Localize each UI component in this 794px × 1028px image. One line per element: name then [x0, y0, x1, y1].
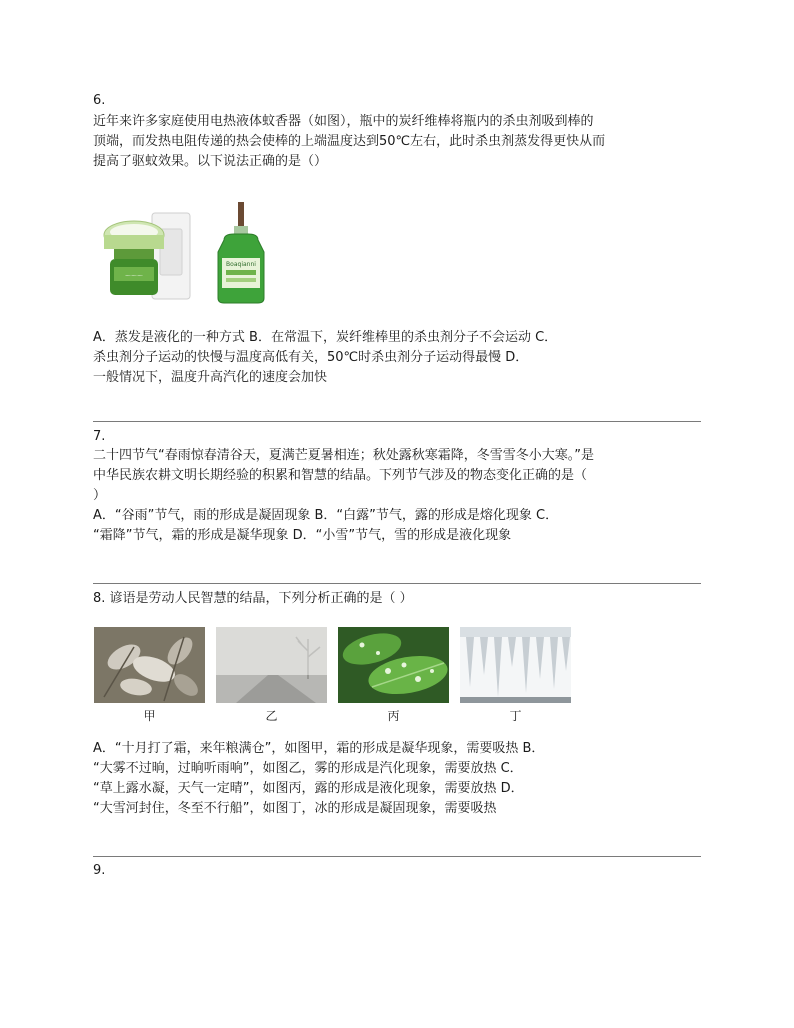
- question-7: [93, 428, 701, 546]
- question-9: [93, 862, 701, 880]
- question-number: 7.: [93, 429, 106, 444]
- option-line: “大雾不过晌，过晌听雨响”，如图乙，雾的形成是汽化现象，需要放热 C．: [93, 761, 523, 776]
- question-number: 6.: [93, 93, 106, 108]
- q8-images: [94, 627, 574, 724]
- option-line: 杀虫剂分子运动的快慢与温度高低有关，50℃时杀虫剂分子运动得最慢 D．: [93, 350, 529, 365]
- question-stem-line: 近年来许多家庭使用电热液体蚊香器（如图），瓶中的炭纤维棒将瓶内的杀虫剂吸到棒的: [93, 114, 594, 129]
- option-line: A．蒸发是液化的一种方式 B．在常温下，炭纤维棒里的杀虫剂分子不会运动 C．: [93, 330, 558, 345]
- option-line: “霜降”节气，霜的形成是凝华现象 D．“小雪”节气，雪的形成是液化现象: [93, 528, 512, 543]
- question-number: 9.: [93, 863, 106, 878]
- question-stem-line: 提高了驱蚊效果。以下说法正确的是（）: [93, 154, 328, 169]
- question-6-options: [93, 328, 701, 388]
- option-line: “大雪河封住，冬至不行船”，如图丁，冰的形成是凝固现象，需要吸热: [93, 801, 497, 816]
- question-stem: 8. 谚语是劳动人民智慧的结晶，下列分析正确的是（ ）: [93, 591, 413, 606]
- fog-road-image: [216, 627, 327, 724]
- question-8: [93, 589, 701, 609]
- image-caption: 丙: [387, 709, 400, 723]
- image-caption: 甲: [143, 709, 156, 723]
- divider: [93, 583, 701, 584]
- question-stem-line: ）: [93, 488, 107, 503]
- svg-text:～～～: ～～～: [124, 273, 144, 280]
- question-stem-line: 中华民族农耕文明长期经验的积累和智慧的结晶。下列节气涉及的物态变化正确的是（: [93, 468, 588, 483]
- frost-leaves-image: [94, 627, 205, 724]
- mosquito-repellent-heater-image: [100, 205, 194, 305]
- option-line: 一般情况下，温度升高汽化的速度会加快: [93, 370, 328, 385]
- option-line: A．“十月打了霜，来年粮满仓”，如图甲，霜的形成是凝华现象，需要吸热 B．: [93, 741, 545, 756]
- image-caption: 丁: [509, 709, 522, 723]
- divider: [93, 856, 701, 857]
- dew-leaf-image: [338, 627, 449, 724]
- question-6: [93, 92, 701, 172]
- repellent-liquid-bottle-image: [210, 200, 272, 305]
- question-8-options: [93, 739, 701, 819]
- option-line: “草上露水凝，天气一定晴”，如图丙，露的形成是液化现象，需要放热 D．: [93, 781, 524, 796]
- image-caption: 乙: [265, 709, 278, 723]
- option-line: A．“谷雨”节气，雨的形成是凝固现象 B．“白露”节气，露的形成是熔化现象 C．: [93, 508, 559, 523]
- bottle-label: Boaqianni: [226, 261, 256, 268]
- icicles-image: [460, 627, 571, 724]
- question-stem-line: 二十四节气“春雨惊春清谷天，夏满芒夏暑相连；秋处露秋寒霜降，冬雪雪冬小大寒。”是: [93, 448, 594, 463]
- divider: [93, 421, 701, 422]
- question-stem-line: 顶端，而发热电阻传递的热会使棒的上端温度达到50℃左右，此时杀虫剂蒸发得更快从而: [93, 134, 606, 149]
